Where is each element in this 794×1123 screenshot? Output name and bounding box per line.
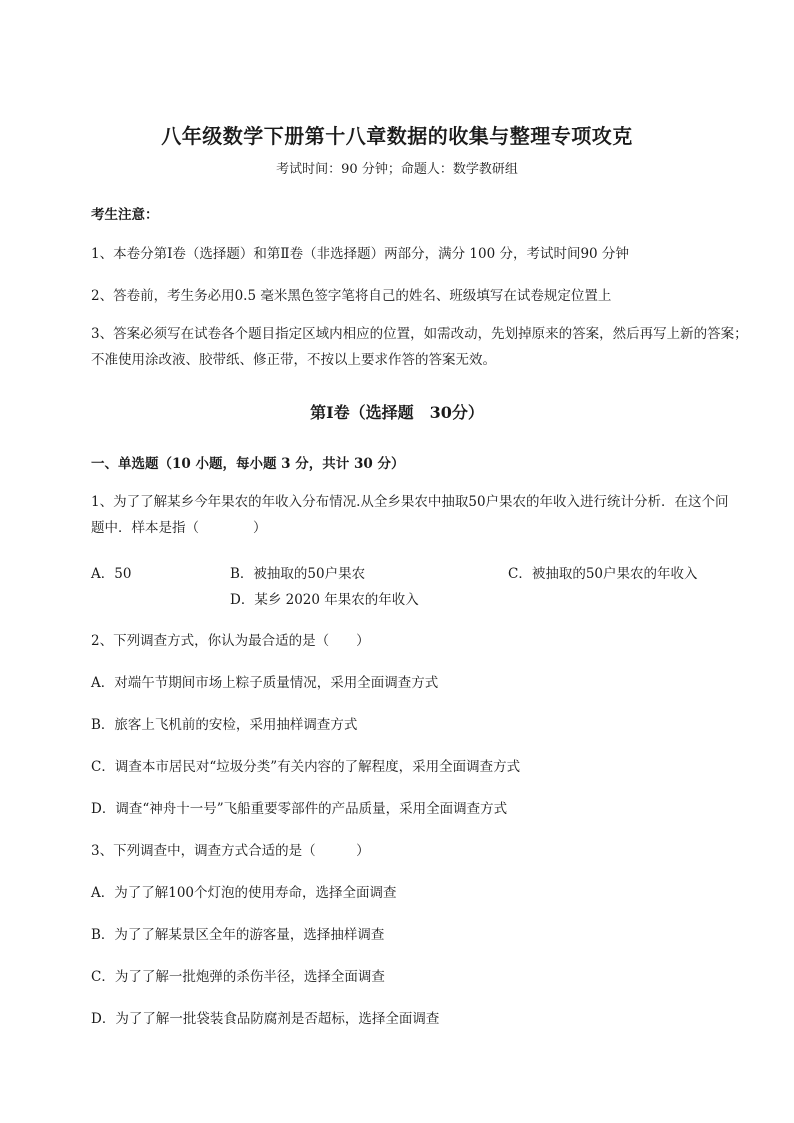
question-2-option-c: C．调查本市居民对“垃圾分类”有关内容的了解程度，采用全面调查方式 [91,759,521,775]
question-3-option-b: B．为了了解某景区全年的游客量，选择抽样调查 [91,927,385,943]
exam-title: 八年级数学下册第十八章数据的收集与整理专项攻克 [161,124,633,148]
part-heading: 一、单选题（10 小题，每小题 3 分，共计 30 分） [91,456,405,472]
question-1-stem: 1、为了了解某乡今年果农的年收入分布情况.从全乡果农中抽取50户果农的年收入进行统计分析．在这个问题中．样本是指（ ） [91,494,729,536]
question-3-option-a: A．为了了解100个灯泡的使用寿命，选择全面调查 [91,885,397,901]
question-2-option-b: B．旅客上飞机前的安检，采用抽样调查方式 [91,717,358,733]
question-3-option-d: D．为了了解一批袋装食品防腐剂是否超标，选择全面调查 [91,1011,440,1027]
question-3-option-c: C．为了了解一批炮弹的杀伤半径，选择全面调查 [91,969,385,985]
section-title: 第Ⅰ卷（选择题 30分） [310,403,484,422]
notice-item-2: 2、答卷前，考生务必用0.5 毫米黑色签字笔将自己的姓名、班级填写在试卷规定位置上 [91,288,612,304]
question-2-stem: 2、下列调查方式，你认为最合适的是（ ） [91,633,370,649]
question-1-option-b: B．被抽取的50户果农 [230,566,366,582]
question-1-option-a: A．50 [91,566,132,582]
question-2-option-a: A．对端午节期间市场上粽子质量情况，采用全面调查方式 [91,675,439,691]
notice-item-3: 3、答案必须写在试卷各个题目指定区域内相应的位置，如需改动，先划掉原来的答案，然后再写上新的答案；不准使用涂改液、胶带纸、修正带，不按以上要求作答的答案无效。 [91,326,748,368]
exam-subtitle: 考试时间：90 分钟；命题人：数学教研组 [276,162,518,177]
notice-item-1: 1、本卷分第Ⅰ卷（选择题）和第Ⅱ卷（非选择题）两部分，满分 100 分，考试时间90 分钟 [91,246,629,262]
question-1-option-c: C．被抽取的50户果农的年收入 [508,566,698,582]
question-3-stem: 3、下列调查中，调查方式合适的是（ ） [91,843,370,859]
question-1-option-d: D．某乡 2020 年果农的年收入 [230,592,419,608]
notice-heading: 考生注意： [91,207,159,223]
question-2-option-d: D．调查“神舟十一号”飞船重要零部件的产品质量，采用全面调查方式 [91,801,508,817]
